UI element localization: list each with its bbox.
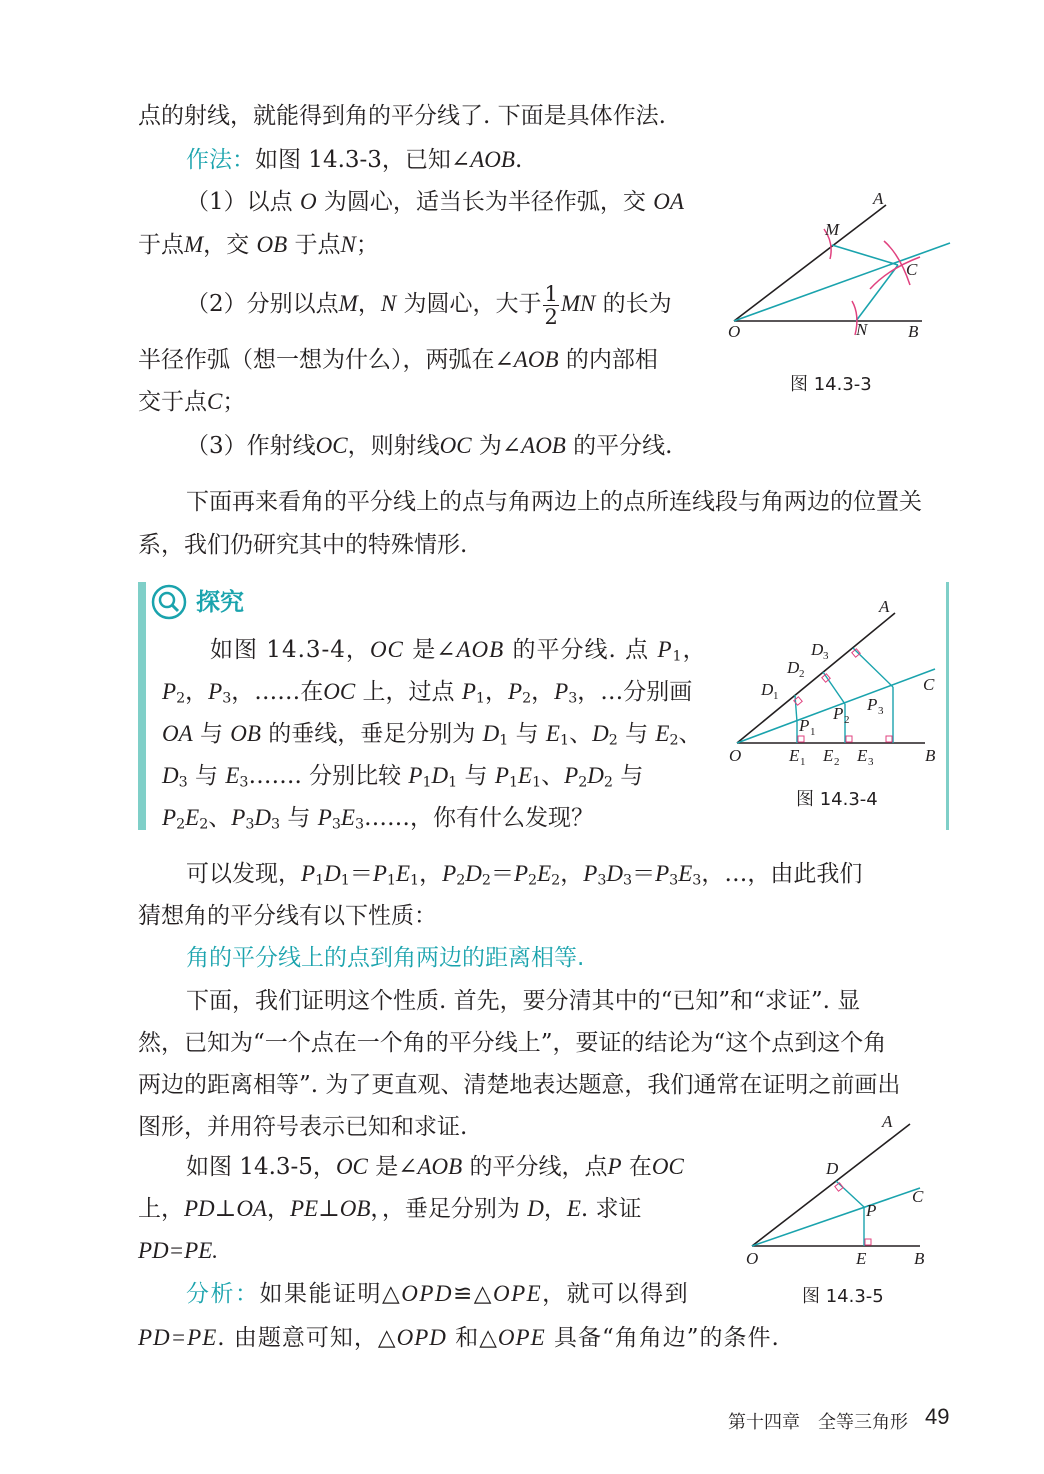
proof-intro-line2: 然，已知为“一个点在一个角的平分线上”，要证的结论为“这个点到这个角 bbox=[138, 1030, 887, 1056]
explore-magnifier-icon bbox=[151, 584, 187, 620]
explore-box-bar bbox=[138, 582, 146, 830]
step2-line2: 半径作弧（想一想为什么），两弧在∠AOB 的内部相 bbox=[138, 347, 658, 373]
fig1-label-O: O bbox=[728, 322, 741, 341]
figure-14-3-4 bbox=[725, 595, 947, 775]
svg-text:3: 3 bbox=[878, 705, 884, 717]
svg-text:C: C bbox=[912, 1187, 924, 1206]
explore-line2: $P_2$，$P_3$，……在OC 上，过点 $P_1$，$P_2$，$P_3$，…分别画 bbox=[162, 679, 693, 707]
svg-text:D: D bbox=[761, 680, 774, 699]
finding-line2: 猜想角的平分线有以下性质： bbox=[138, 903, 437, 929]
svg-text:2: 2 bbox=[844, 714, 850, 726]
figure-14-3-3-caption: 图 14.3-3 bbox=[790, 374, 872, 395]
svg-text:P: P bbox=[833, 704, 844, 723]
svg-text:2: 2 bbox=[799, 668, 805, 680]
svg-text:2: 2 bbox=[834, 756, 840, 768]
svg-text:E: E bbox=[856, 1249, 867, 1268]
svg-text:1: 1 bbox=[773, 690, 779, 702]
svg-text:O: O bbox=[746, 1249, 759, 1268]
svg-text:B: B bbox=[914, 1249, 925, 1268]
fig1-label-C: C bbox=[906, 260, 918, 279]
fig1-label-A: A bbox=[873, 189, 884, 208]
given-line2: 上，PD⊥OA，PE⊥OB，，垂足分别为 D，E. 求证 bbox=[138, 1196, 642, 1222]
page-number: 49 bbox=[925, 1404, 950, 1429]
proof-intro-line1: 下面，我们证明这个性质. 首先，要分清其中的“已知”和“求证”. 显 bbox=[186, 988, 861, 1014]
construction-label: 作法： bbox=[186, 147, 255, 173]
chapter-footer: 第十四章 全等三角形 bbox=[728, 1412, 908, 1433]
analysis-line1: 分析：如果能证明△OPD≌△OPE，就可以得到 bbox=[186, 1281, 690, 1307]
svg-text:D: D bbox=[787, 658, 800, 677]
svg-text:O: O bbox=[729, 746, 742, 765]
svg-text:P: P bbox=[799, 716, 810, 735]
svg-text:E: E bbox=[823, 746, 834, 765]
svg-text:C: C bbox=[923, 675, 935, 694]
svg-text:A: A bbox=[882, 1112, 893, 1131]
svg-text:B: B bbox=[925, 746, 936, 765]
para2-line2: 系，我们仍研究其中的特殊情形. bbox=[138, 532, 468, 558]
figure-14-3-4-caption: 图 14.3-4 bbox=[796, 789, 878, 810]
figure-14-3-5-caption: 图 14.3-5 bbox=[802, 1286, 884, 1307]
analysis-label: 分析： bbox=[186, 1281, 260, 1307]
construction-given: 作法：如图 14.3-3，已知∠AOB. bbox=[186, 147, 523, 173]
fig1-label-B: B bbox=[908, 322, 919, 341]
svg-text:3: 3 bbox=[868, 756, 874, 768]
step1-line2: 于点M，交 OB 于点N； bbox=[138, 232, 379, 258]
proof-intro-line4: 图形，并用符号表示已知和求证. bbox=[138, 1114, 468, 1140]
proof-intro-line3: 两边的距离相等”. 为了更直观、清楚地表达题意，我们通常在证明之前画出 bbox=[138, 1072, 901, 1098]
finding-line1: 可以发现，$P_1D_1=P_1E_1$，$P_2D_2=P_2E_2$，$P_3D_3=P_3E_3$，…，由此我们 bbox=[186, 861, 863, 889]
svg-text:E: E bbox=[857, 746, 868, 765]
explore-line4: $D_3$ 与 $E_3\dots\dots$. 分别比较 $P_1D_1$ 与 $P_1E_1$、$P_2D_2$ 与 bbox=[162, 763, 644, 791]
explore-line5: $P_2E_2$、$P_3D_3$ 与 $P_3E_3\dots\dots$，你有什么发现？ bbox=[162, 805, 595, 833]
step2-line3: 交于点C； bbox=[138, 389, 246, 415]
explore-line3: OA 与 OB 的垂线，垂足分别为 $D_1$ 与 $E_1$、$D_2$ 与 $E_2$、 bbox=[162, 721, 702, 749]
analysis-line2: PD=PE. 由题意可知，△OPD 和△OPE 具备“角角边”的条件. bbox=[138, 1325, 780, 1351]
fig1-label-M: M bbox=[825, 220, 840, 239]
step3-line: （3）作射线OC，则射线OC 为∠AOB 的平分线. bbox=[186, 433, 673, 459]
svg-text:A: A bbox=[879, 597, 890, 616]
svg-text:3: 3 bbox=[823, 650, 829, 662]
svg-text:D: D bbox=[826, 1159, 839, 1178]
svg-text:P: P bbox=[866, 1201, 877, 1220]
fig1-label-N: N bbox=[856, 320, 868, 339]
svg-text:E: E bbox=[789, 746, 800, 765]
step2-line1: （2）分别以点M，N 为圆心，大于 $\frac{1}{2}$ MN 的长为 bbox=[186, 281, 672, 329]
explore-line1: 如图 14.3-4，OC 是∠AOB 的平分线. 点 $P_1$， bbox=[210, 637, 707, 665]
svg-text:D: D bbox=[811, 640, 824, 659]
property-statement: 角的平分线上的点到角两边的距离相等. bbox=[186, 945, 585, 971]
given-line1: 如图 14.3-5，OC 是∠AOB 的平分线，点P 在OC bbox=[186, 1154, 684, 1180]
svg-text:1: 1 bbox=[810, 726, 816, 738]
explore-title: 探究 bbox=[196, 588, 244, 616]
figure-14-3-5 bbox=[740, 1108, 950, 1273]
given-line3: PD=PE. bbox=[138, 1238, 219, 1263]
figure-14-3-3 bbox=[720, 185, 960, 400]
step1-line1: （1）以点 O 为圆心，适当长为半径作弧，交 OA bbox=[186, 189, 684, 215]
intro-line: 点的射线，就能得到角的平分线了. 下面是具体作法. bbox=[138, 103, 666, 129]
svg-text:P: P bbox=[867, 695, 878, 714]
svg-text:1: 1 bbox=[800, 756, 806, 768]
para2-line1: 下面再来看角的平分线上的点与角两边上的点所连线段与角两边的位置关 bbox=[186, 489, 922, 515]
